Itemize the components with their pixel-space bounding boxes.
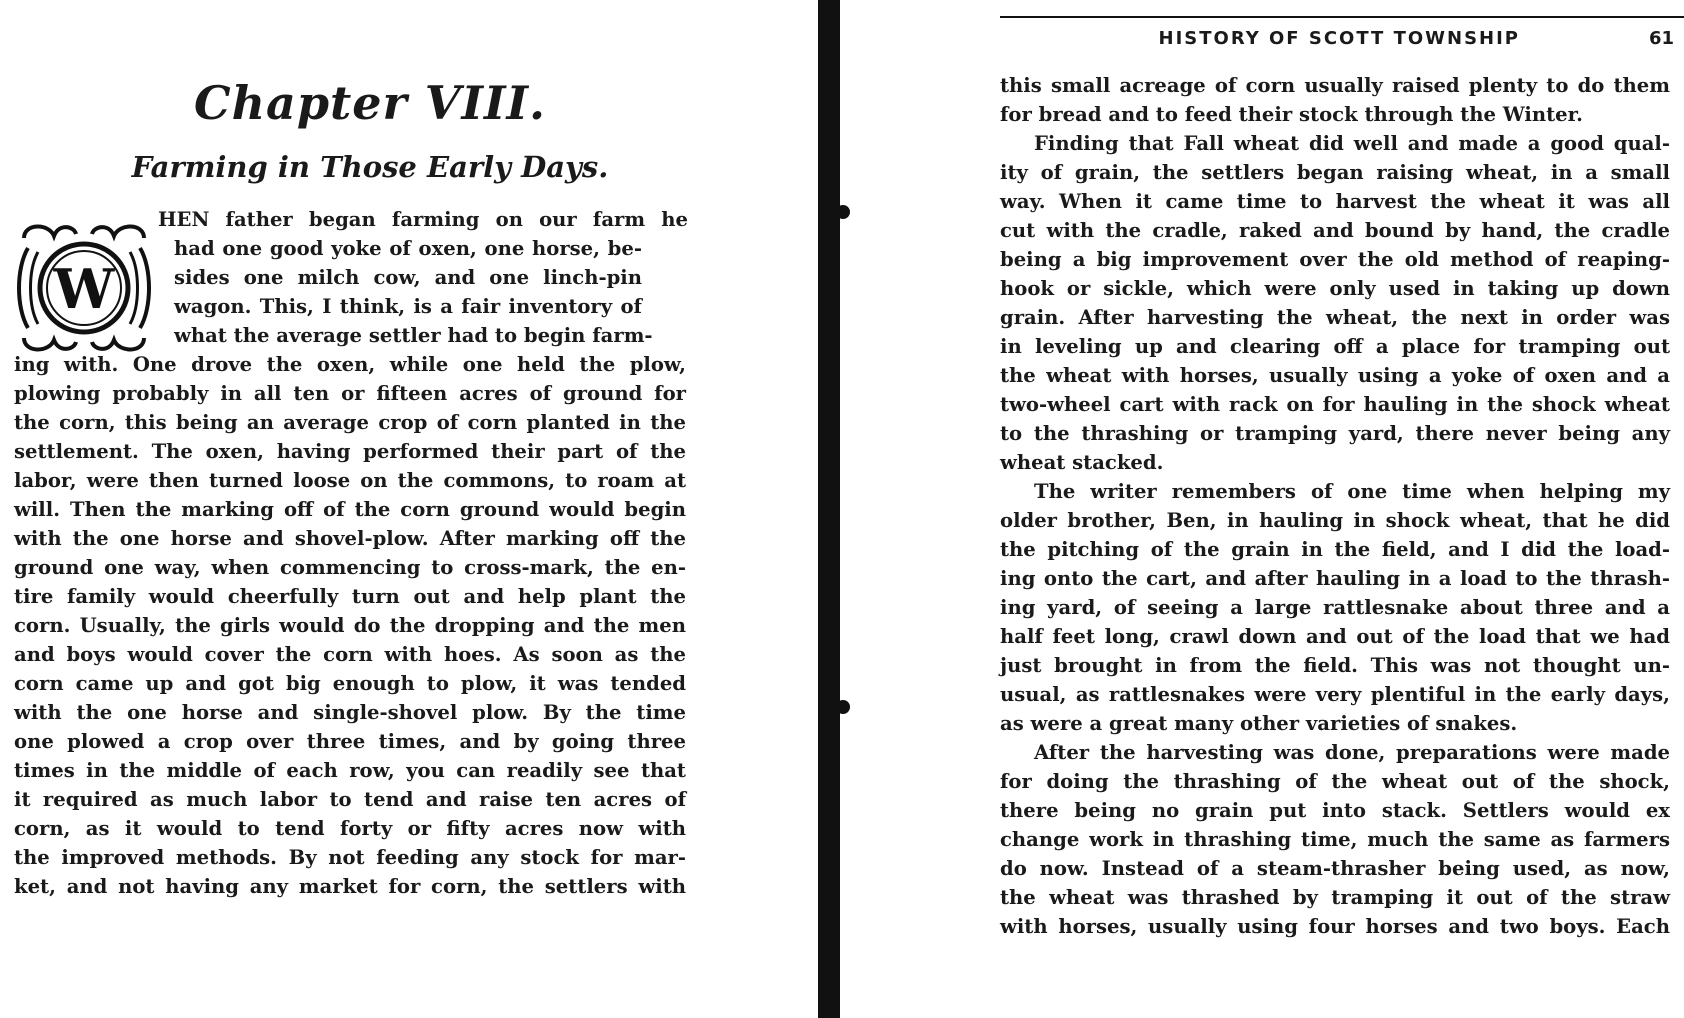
body-line: hook or sickle, which were only used in taking up down	[1000, 277, 1670, 300]
body-line: in leveling up and clearing off a place for tramping out	[1000, 335, 1670, 358]
chapter-subtitle: Farming in Those Early Days.	[131, 150, 609, 184]
right-page	[860, 0, 1684, 1018]
body-line: with the one horse and shovel-plow. After marking off the	[14, 527, 686, 550]
body-line: ity of grain, the settlers began raising wheat, in a small	[1000, 161, 1670, 184]
gutter-notch	[836, 205, 850, 219]
gutter-notch	[836, 700, 850, 714]
body-line: grain. After harvesting the wheat, the next in order was	[1000, 306, 1670, 329]
body-line: usual, as rattlesnakes were very plentiful in the early days,	[1000, 683, 1670, 706]
body-line: The writer remembers of one time when helping my	[1034, 480, 1670, 503]
body-line: for doing the thrashing of the wheat out of the shock,	[1000, 770, 1670, 793]
body-line: corn came up and got big enough to plow, it was tended	[14, 672, 686, 695]
body-line: the pitching of the grain in the field, and I did the load-	[1000, 538, 1670, 561]
body-line: to the thrashing or tramping yard, there never being any	[1000, 422, 1670, 445]
body-line: one plowed a crop over three times, and by going three	[14, 730, 686, 753]
body-line: half feet long, crawl down and out of the load that we had	[1000, 625, 1670, 648]
body-line: there being no grain put into stack. Settlers would ex	[1000, 799, 1670, 822]
body-line: change work in thrashing time, much the same as farmers	[1000, 828, 1670, 851]
body-line: this small acreage of corn usually raised plenty to do them	[1000, 74, 1670, 97]
body-line: the wheat was thrashed by tramping it out of the straw	[1000, 886, 1670, 909]
body-line: times in the middle of each row, you can readily see that	[14, 759, 686, 782]
lead-line: wagon. This, I think, is a fair inventory of	[174, 295, 642, 318]
ornamental-drop-cap	[14, 218, 154, 358]
header-rule	[1000, 16, 1684, 18]
body-line: will. Then the marking off of the corn ground would begin	[14, 498, 686, 521]
body-line: with the one horse and single-shovel plow. By the time	[14, 701, 686, 724]
body-line: ket, and not having any market for corn, the settlers with	[14, 875, 686, 898]
body-line: the improved methods. By not feeding any stock for mar-	[14, 846, 686, 869]
body-line: just brought in from the field. This was not thought un-	[1000, 654, 1670, 677]
body-line: After the harvesting was done, preparations were made	[1034, 741, 1670, 764]
body-line: labor, were then turned loose on the commons, to roam at	[14, 469, 686, 492]
body-line: the wheat with horses, usually using a yoke of oxen and a	[1000, 364, 1670, 387]
body-line: with horses, usually using four horses and two boys. Each	[1000, 915, 1670, 938]
lead-line: HEN father began farming on our farm he	[158, 208, 688, 231]
body-line: settlement. The oxen, having performed their part of the	[14, 440, 686, 463]
body-line: it required as much labor to tend and raise ten acres of	[14, 788, 686, 811]
lead-line: what the average settler had to begin farm-	[174, 324, 653, 347]
running-head: HISTORY OF SCOTT TOWNSHIP	[1158, 28, 1520, 49]
body-line: being a big improvement over the old method of reaping-	[1000, 248, 1670, 271]
body-line: Finding that Fall wheat did well and made a good qual-	[1034, 132, 1670, 155]
page-number: 61	[1648, 28, 1674, 49]
body-line: older brother, Ben, in hauling in shock wheat, that he did	[1000, 509, 1670, 532]
body-line: and boys would cover the corn with hoes. As soon as the	[14, 643, 686, 666]
body-line: ground one way, when commencing to cross-mark, the en-	[14, 556, 686, 579]
lead-line: sides one milch cow, and one linch-pin	[174, 266, 642, 289]
body-line: two-wheel cart with rack on for hauling in the shock wheat	[1000, 393, 1670, 416]
lead-line: had one good yoke of oxen, one horse, be-	[174, 237, 642, 260]
body-line: for bread and to feed their stock through the Winter.	[1000, 103, 1583, 126]
body-line: way. When it came time to harvest the wheat it was all	[1000, 190, 1670, 213]
book-gutter	[818, 0, 840, 1018]
body-line: corn, as it would to tend forty or fifty acres now with	[14, 817, 686, 840]
body-line: corn. Usually, the girls would do the dropping and the men	[14, 614, 686, 637]
body-line: as were a great many other varieties of snakes.	[1000, 712, 1518, 735]
body-line: the corn, this being an average crop of corn planted in the	[14, 411, 686, 434]
body-line: plowing probably in all ten or fifteen acres of ground for	[14, 382, 686, 405]
left-page	[0, 0, 740, 1018]
body-line: do now. Instead of a steam-thrasher being used, as now,	[1000, 857, 1670, 880]
chapter-title: Chapter VIII.	[193, 76, 547, 130]
body-line: ing yard, of seeing a large rattlesnake about three and a	[1000, 596, 1670, 619]
drop-cap-letter: W	[53, 257, 115, 321]
body-line: ing with. One drove the oxen, while one held the plow,	[14, 353, 686, 376]
body-line: cut with the cradle, raked and bound by hand, the cradle	[1000, 219, 1670, 242]
body-line: wheat stacked.	[1000, 451, 1164, 474]
body-line: tire family would cheerfully turn out and help plant the	[14, 585, 686, 608]
body-line: ing onto the cart, and after hauling in a load to the thrash-	[1000, 567, 1670, 590]
